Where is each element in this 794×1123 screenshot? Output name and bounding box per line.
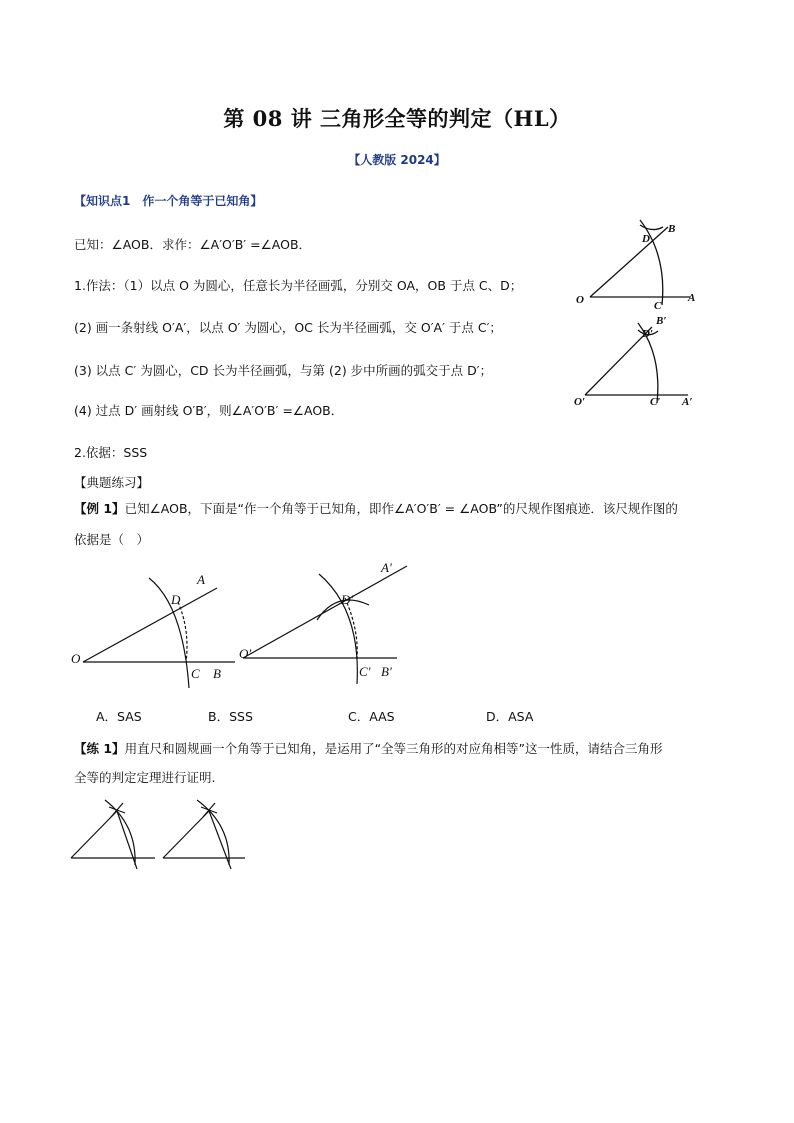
example-1-line-1 xyxy=(74,499,678,517)
practice-1-line-1 xyxy=(74,739,663,757)
ex-label-B2: B′ xyxy=(381,664,392,679)
ex-dashed-CD xyxy=(178,602,187,662)
ex-ray-OA xyxy=(83,588,217,662)
ex-label-A: A xyxy=(197,572,205,587)
label-D2: D′ xyxy=(642,328,654,340)
knowledge-point-heading: 【知识点1 作一个角等于已知角】 xyxy=(74,194,263,208)
practice-1-text-1: 用直尺和圆规画一个角等于已知角，是运用了“全等三角形的对应角相等”这一性质，请结合三角形 xyxy=(124,741,663,756)
example-1-label: 【例 1】 xyxy=(74,501,125,516)
label-O: O xyxy=(576,294,584,306)
pr-arc-1 xyxy=(105,800,135,865)
example-figure-labels xyxy=(71,560,392,681)
option-d[interactable]: D．ASA xyxy=(486,709,534,724)
example-figure xyxy=(65,560,425,690)
ex-label-C: C xyxy=(191,666,200,681)
construction-figure-top xyxy=(560,215,730,415)
pr-side-2 xyxy=(163,811,209,858)
section-examples: 【典题练习】 xyxy=(74,475,150,490)
example-1-text-1: 已知∠AOB，下面是“作一个角等于已知角，即作∠A′O′B′ = ∠AOB”的尺规作图痕迹．该尺规作图的 xyxy=(124,501,678,516)
label-B2: B′ xyxy=(656,315,667,327)
basis-text: 2.依据：SSS xyxy=(74,445,148,460)
practice-1-label: 【练 1】 xyxy=(74,741,125,756)
pr-third-1 xyxy=(117,811,137,869)
practice-figure xyxy=(65,795,255,870)
ex-arc xyxy=(149,578,189,688)
label-C: C xyxy=(654,300,662,312)
ex-label-O2: O′ xyxy=(239,646,252,661)
ex-arc-2 xyxy=(319,574,357,684)
label-B: B xyxy=(668,223,676,235)
given-text: 已知：∠AOB．求作：∠A′O′B′ =∠AOB． xyxy=(74,237,312,252)
option-c[interactable]: C．AAS xyxy=(348,709,395,724)
ex-label-D2: D′ xyxy=(341,592,354,607)
pr-side-1 xyxy=(71,811,117,858)
top-figure-labels xyxy=(574,223,695,408)
pr-third-2 xyxy=(209,811,231,869)
label-D: D xyxy=(642,233,650,245)
ex-label-A2: A′ xyxy=(381,560,392,575)
ex-dashed-C2D2 xyxy=(345,598,357,658)
ex-label-B: B xyxy=(213,666,221,681)
ex-label-C2: C′ xyxy=(359,664,371,679)
label-A2: A′ xyxy=(682,396,693,408)
option-b[interactable]: B．SSS xyxy=(208,709,253,724)
pr-arc-2 xyxy=(197,800,229,865)
practice-1-line-2: 全等的判定定理进行证明. xyxy=(74,770,216,785)
label-O2: O′ xyxy=(574,396,586,408)
method-step-4: (4) 过点 D′ 画射线 O′B′，则∠A′O′B′ =∠AOB． xyxy=(74,403,344,418)
ex-label-D: D xyxy=(171,592,181,607)
method-step-3: (3) 以点 C′ 为圆心，CD 长为半径画弧，与第 (2) 步中所画的弧交于点 D′； xyxy=(74,363,493,378)
example-1-line-2: 依据是（ ） xyxy=(74,532,150,547)
ray-OB-line xyxy=(590,227,668,297)
option-a[interactable]: A．SAS xyxy=(96,709,142,724)
label-C2: C′ xyxy=(650,396,661,408)
method-step-2: (2) 画一条射线 O′A′，以点 O′ 为圆心，OC 长为半径画弧，交 O′A′ 于点 C′； xyxy=(74,320,502,335)
method-step-1: 1.作法：（1）以点 O 为圆心，任意长为半径画弧，分别交 OA，OB 于点 C、D； xyxy=(74,278,523,293)
ex-label-O: O xyxy=(71,651,81,666)
edition-label: 【人教版 2024】 xyxy=(348,153,446,167)
page-title: 第 08 讲 三角形全等的判定（HL） xyxy=(223,106,571,131)
label-A: A xyxy=(688,292,696,304)
